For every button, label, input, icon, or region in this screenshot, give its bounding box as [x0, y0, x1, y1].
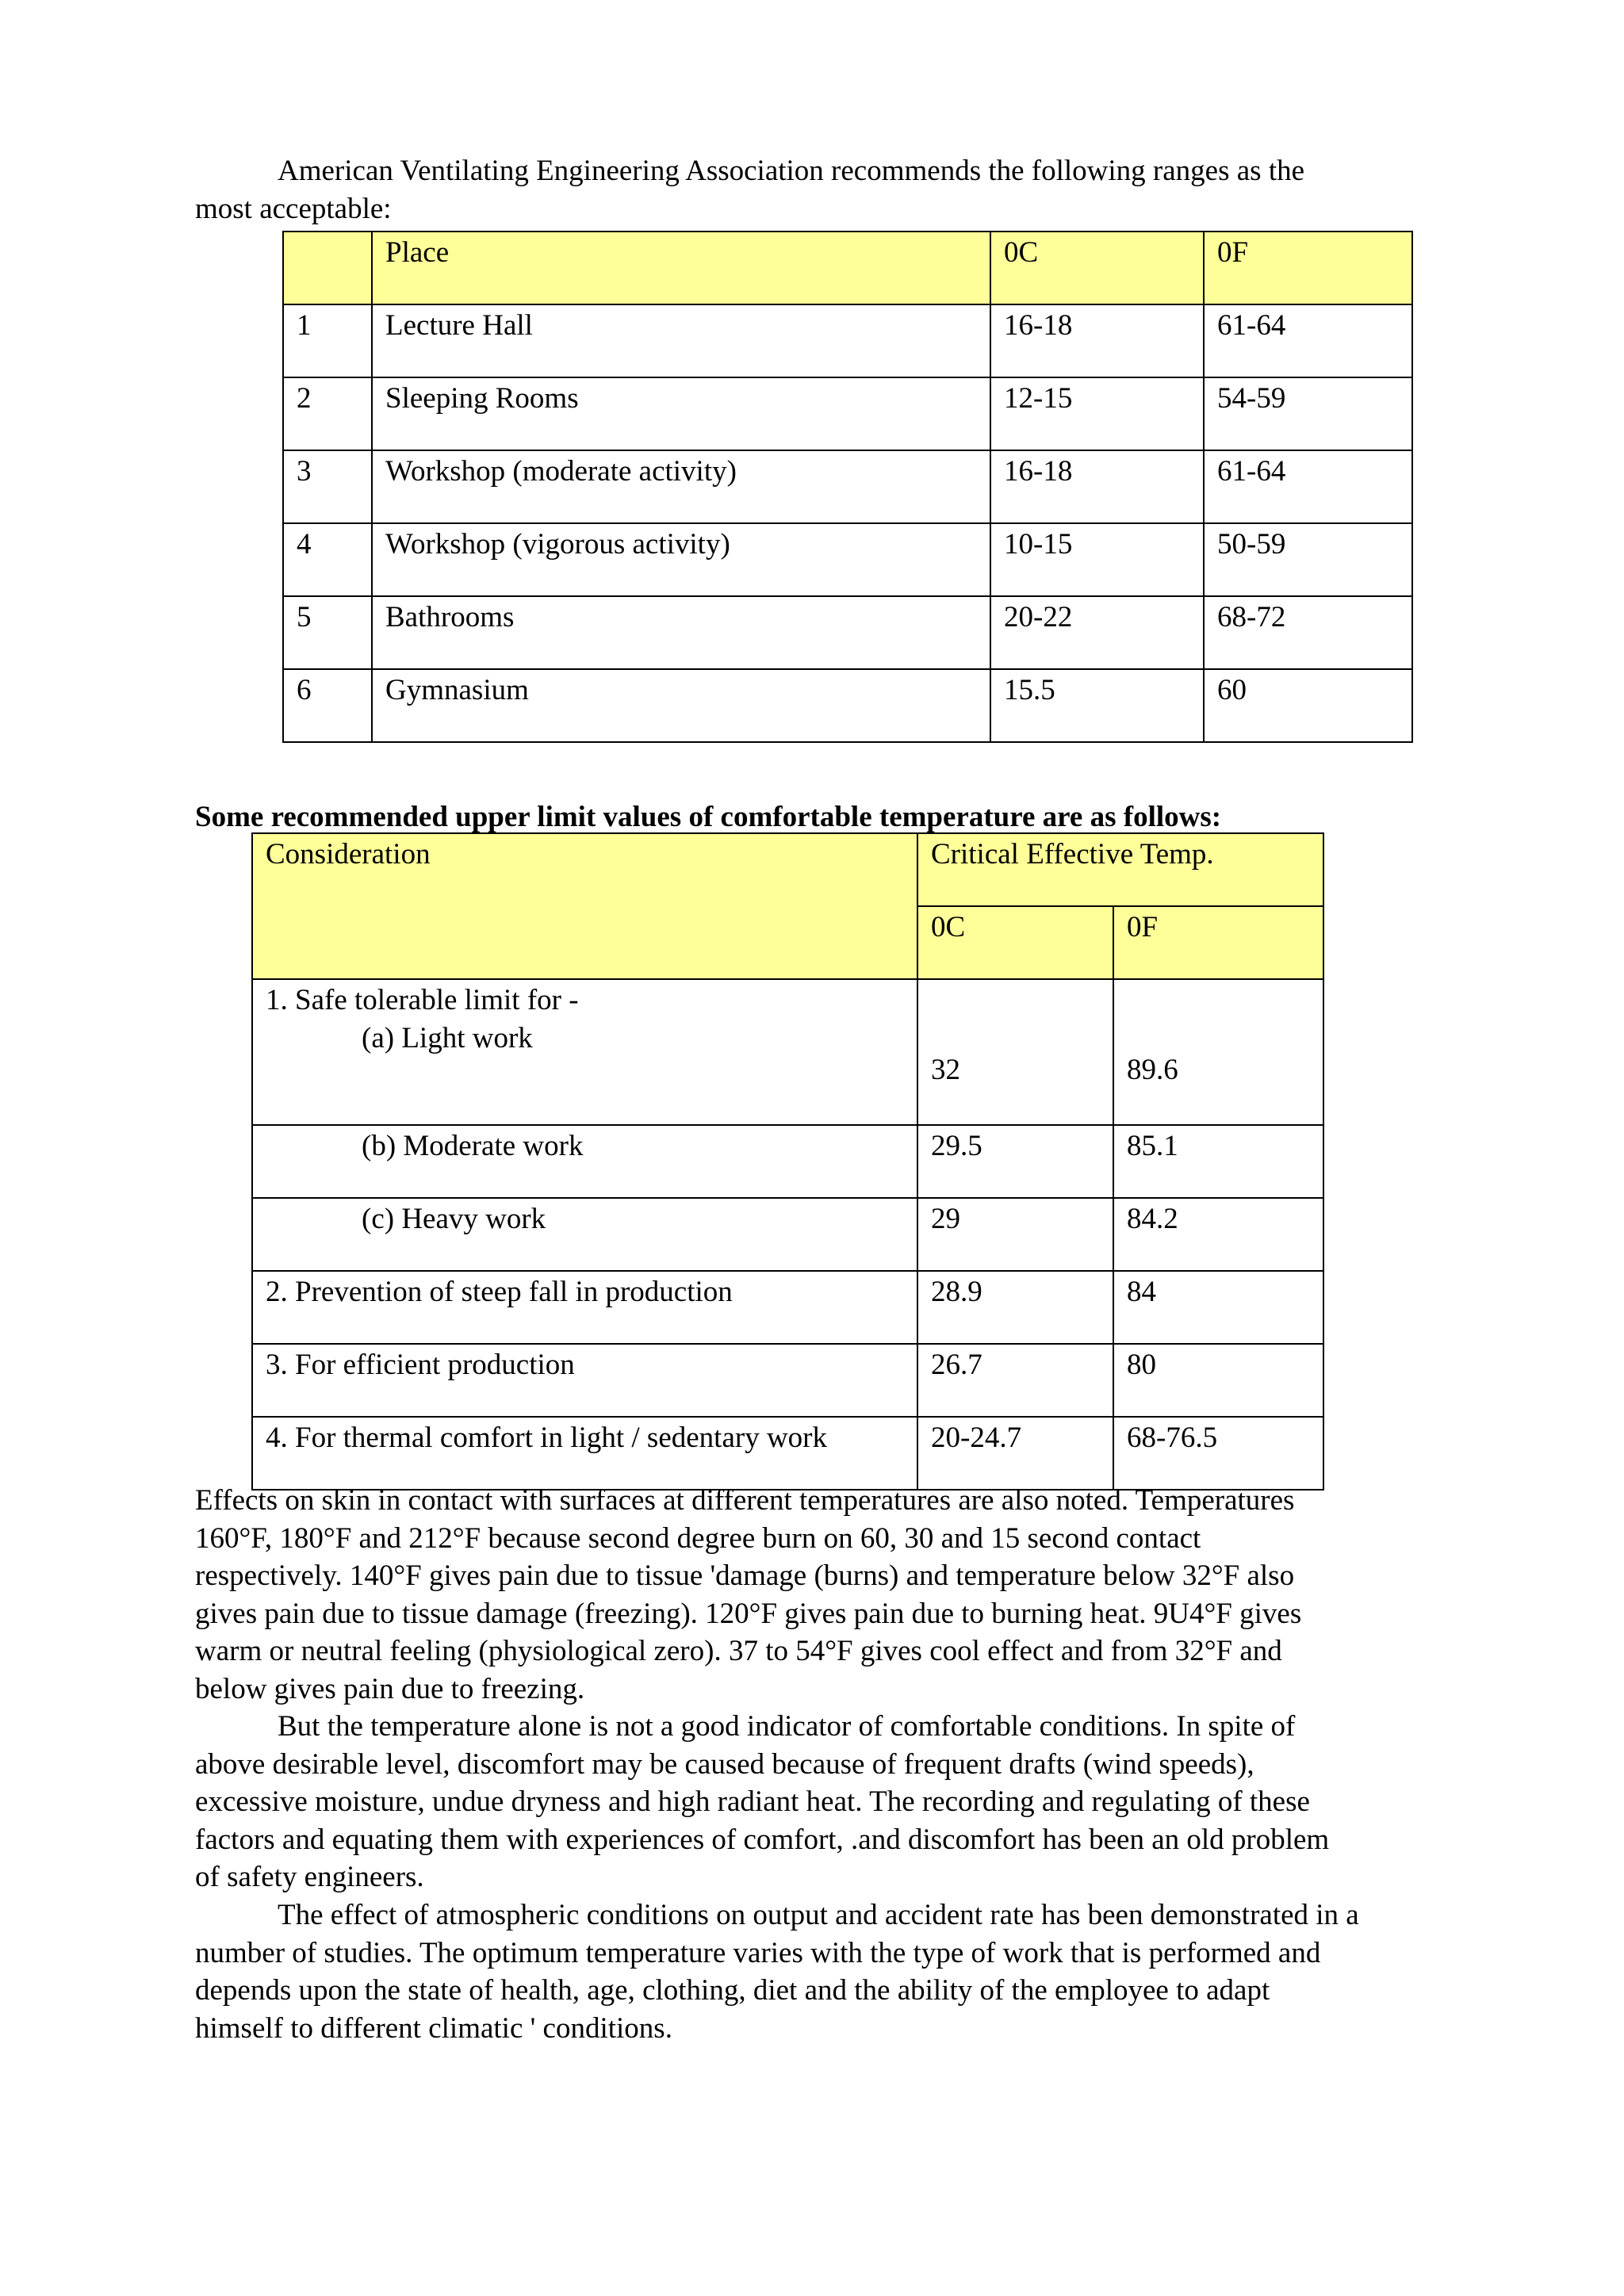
text-line: number of studies. The optimum temperature varies with the type of work that is performed and [195, 1936, 1321, 1969]
row-consideration [252, 1125, 917, 1198]
row-celsius: 16-18 [990, 450, 1204, 523]
row-index: 6 [283, 669, 372, 742]
row-index: 4 [283, 523, 372, 596]
row-celsius: 29.5 [917, 1125, 1113, 1198]
row-celsius: 29 [917, 1198, 1113, 1271]
table-row [252, 1125, 1323, 1198]
row-consideration [252, 1198, 917, 1271]
row-consideration: 2. Prevention of steep fall in production [252, 1271, 917, 1344]
table-row [252, 1417, 1323, 1490]
row-place: Bathrooms [372, 596, 990, 669]
recommended-ranges-table [282, 231, 1413, 743]
row-fahrenheit: 60 [1204, 669, 1412, 742]
sub-item: (c) Heavy work [362, 1203, 546, 1235]
row-celsius: 16-18 [990, 304, 1204, 377]
temperature-indicator-paragraph [195, 1708, 1329, 1896]
row-fahrenheit: 80 [1113, 1344, 1323, 1417]
text-line: warm or neutral feeling (physiological zero). 37 to 54°F gives cool effect and from 32°F and [195, 1635, 1282, 1667]
header-celsius: 0C [990, 232, 1204, 304]
row-fahrenheit: 61-64 [1204, 450, 1412, 523]
row-place: Lecture Hall [372, 304, 990, 377]
row-consideration [252, 979, 917, 1125]
table-row [252, 1198, 1323, 1271]
header-consideration: Consideration [252, 833, 917, 979]
text-line: of safety engineers. [195, 1861, 424, 1893]
table-row [283, 596, 1412, 669]
table-row [283, 450, 1412, 523]
row-consideration: 3. For efficient production [252, 1344, 917, 1417]
text-line: excessive moisture, undue dryness and high radiant heat. The recording and regulating of these [195, 1785, 1310, 1818]
text-line: himself to different climatic ' conditions. [195, 2011, 672, 2045]
row-fahrenheit: 84 [1113, 1271, 1323, 1344]
row-celsius: 15.5 [990, 669, 1204, 742]
value-celsius: 32 [931, 1054, 960, 1086]
row-celsius [917, 979, 1113, 1125]
row-place: Workshop (moderate activity) [372, 450, 990, 523]
section-heading: Some recommended upper limit values of comfortable temperature are as follows: [195, 801, 1222, 833]
header-fahrenheit: 0F [1204, 232, 1412, 304]
row-celsius: 20-22 [990, 596, 1204, 669]
text-line: 160°F, 180°F and 212°F because second degree burn on 60, 30 and 15 second contact [195, 1521, 1201, 1555]
text-line: respectively. 140°F gives pain due to tissue 'damage (burns) and temperature below 32°F also [195, 1559, 1295, 1592]
row-fahrenheit: 68-72 [1204, 596, 1412, 669]
row-index: 3 [283, 450, 372, 523]
text-line: below gives pain due to freezing. [195, 1672, 585, 1705]
skin-effects-paragraph [195, 1482, 1301, 1708]
table-row [283, 304, 1412, 377]
row-celsius: 26.7 [917, 1344, 1113, 1417]
row-fahrenheit: 50-59 [1204, 523, 1412, 596]
sub-item: (b) Moderate work [362, 1130, 584, 1162]
table-row [252, 979, 1323, 1125]
intro-line-1: American Ventilating Engineering Association recommends the following ranges as the [278, 155, 1305, 187]
row-index: 2 [283, 377, 372, 450]
row-place: Sleeping Rooms [372, 377, 990, 450]
text-line: above desirable level, discomfort may be caused because of frequent drafts (wind speeds), [195, 1747, 1254, 1781]
group-title: 1. Safe tolerable limit for - [266, 984, 579, 1016]
row-celsius: 20-24.7 [917, 1417, 1113, 1490]
row-fahrenheit [1113, 979, 1323, 1125]
text-line: depends upon the state of health, age, clothing, diet and the ability of the employee to adapt [195, 1974, 1270, 2007]
header-index [283, 232, 372, 304]
table-header-row [252, 833, 1323, 906]
row-place: Workshop (vigorous activity) [372, 523, 990, 596]
table-row [252, 1271, 1323, 1344]
row-celsius: 10-15 [990, 523, 1204, 596]
table-row [283, 669, 1412, 742]
intro-paragraph [195, 152, 1304, 228]
row-celsius: 12-15 [990, 377, 1204, 450]
intro-line-2: most acceptable: [195, 192, 392, 225]
header-critical-temp: Critical Effective Temp. [917, 833, 1323, 906]
row-consideration: 4. For thermal comfort in light / sedentary work [252, 1417, 917, 1490]
header-fahrenheit: 0F [1113, 906, 1323, 979]
row-fahrenheit: 54-59 [1204, 377, 1412, 450]
row-fahrenheit: 84.2 [1113, 1198, 1323, 1271]
table-row [283, 523, 1412, 596]
text-line: But the temperature alone is not a good indicator of comfortable conditions. In spite of [278, 1710, 1296, 1743]
value-fahrenheit: 89.6 [1127, 1054, 1178, 1086]
row-celsius: 28.9 [917, 1271, 1113, 1344]
text-line: factors and equating them with experiences of comfort, .and discomfort has been an old problem [195, 1823, 1330, 1856]
row-index: 5 [283, 596, 372, 669]
text-line: Effects on skin in contact with surfaces at different temperatures are also noted. Temperatures [195, 1484, 1295, 1517]
table-header-row [283, 232, 1412, 304]
text-line: The effect of atmospheric conditions on output and accident rate has been demonstrated in a [278, 1899, 1359, 1931]
header-celsius: 0C [917, 906, 1113, 979]
atmospheric-conditions-paragraph [195, 1896, 1359, 2047]
row-place: Gymnasium [372, 669, 990, 742]
table-row [252, 1344, 1323, 1417]
row-fahrenheit: 68-76.5 [1113, 1417, 1323, 1490]
row-index: 1 [283, 304, 372, 377]
table-row [283, 377, 1412, 450]
row-fahrenheit: 85.1 [1113, 1125, 1323, 1198]
row-fahrenheit: 61-64 [1204, 304, 1412, 377]
text-line: gives pain due to tissue damage (freezing). 120°F gives pain due to burning heat. 9U4°F gives [195, 1597, 1302, 1630]
upper-limit-table [251, 832, 1324, 1490]
header-place: Place [372, 232, 990, 304]
sub-item: (a) Light work [362, 1022, 533, 1054]
